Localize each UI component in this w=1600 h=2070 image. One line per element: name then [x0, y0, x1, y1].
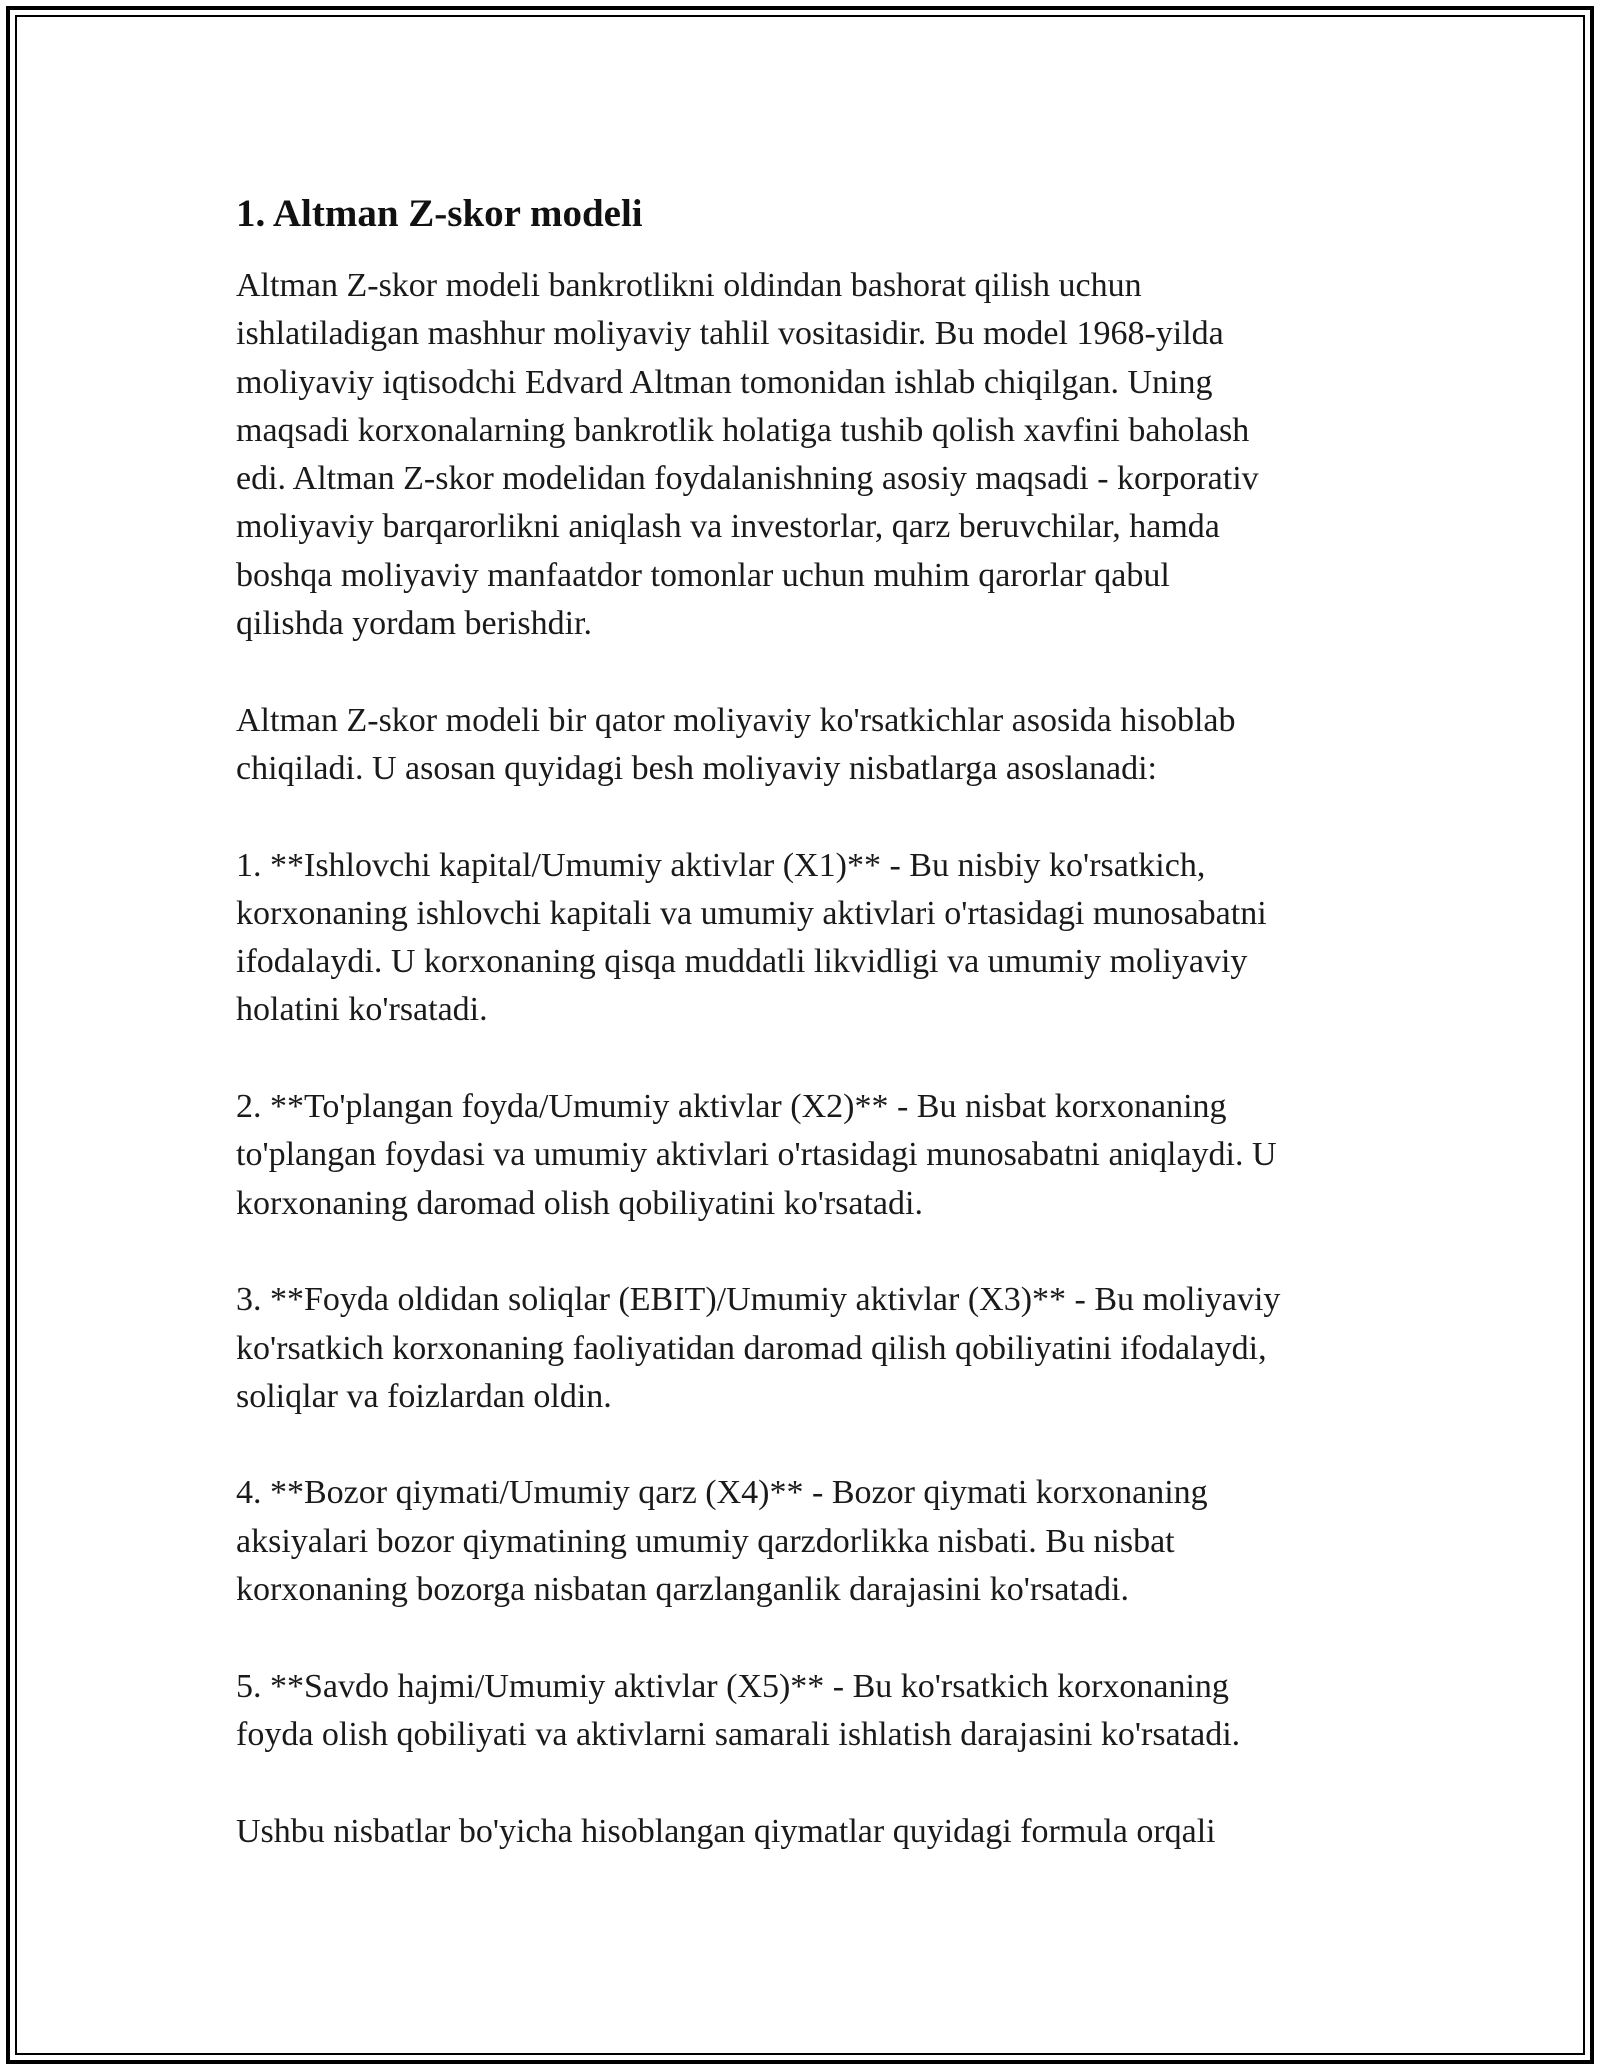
- list-item-x3: [236, 1276, 1416, 1421]
- list-item-x2: [236, 1083, 1416, 1228]
- text-line: moliyaviy iqtisodchi Edvard Altman tomonidan ishlab chiqilgan. Uning: [236, 363, 1213, 401]
- text-line: holatini ko'rsatadi.: [236, 991, 488, 1029]
- text-line: 4. **Bozor qiymati/Umumiy qarz (X4)** - Bozor qiymati korxonaning: [236, 1474, 1208, 1512]
- text-line: boshqa moliyaviy manfaatdor tomonlar uchun muhim qarorlar qabul: [236, 556, 1170, 594]
- section-heading: 1. Altman Z-skor modeli: [236, 192, 643, 235]
- text-line: soliqlar va foizlardan oldin.: [236, 1377, 612, 1415]
- text-line: maqsadi korxonalarning bankrotlik holatiga tushib qolish xavfini baholash: [236, 411, 1250, 449]
- list-item-x4: [236, 1469, 1416, 1614]
- list-item-x5: [236, 1663, 1416, 1760]
- text-line: 3. **Foyda oldidan soliqlar (EBIT)/Umumiy aktivlar (X3)** - Bu moliyaviy: [236, 1281, 1281, 1319]
- text-line: Altman Z-skor modeli bir qator moliyaviy ko'rsatkichlar asosida hisoblab: [236, 701, 1236, 739]
- text-line: aksiyalari bozor qiymatining umumiy qarzdorlikka nisbati. Bu nisbat: [236, 1522, 1175, 1560]
- text-line: 1. **Ishlovchi kapital/Umumiy aktivlar (X1)** - Bu nisbiy ko'rsatkich,: [236, 846, 1206, 884]
- text-line: to'plangan foydasi va umumiy aktivlari o'rtasidagi munosabatni aniqlaydi. U: [236, 1136, 1277, 1174]
- text-line: korxonaning daromad olish qobiliyatini ko'rsatadi.: [236, 1184, 923, 1222]
- text-line: ko'rsatkich korxonaning faoliyatidan daromad qilish qobiliyatini ifodalaydi,: [236, 1329, 1267, 1367]
- text-line: edi. Altman Z-skor modelidan foydalanishning asosiy maqsadi - korporativ: [236, 460, 1259, 498]
- text-line: korxonaning ishlovchi kapitali va umumiy aktivlari o'rtasidagi munosabatni: [236, 894, 1267, 932]
- text-line: 5. **Savdo hajmi/Umumiy aktivlar (X5)** - Bu ko'rsatkich korxonaning: [236, 1667, 1229, 1705]
- text-line: korxonaning bozorga nisbatan qarzlanganlik darajasini ko'rsatadi.: [236, 1571, 1129, 1609]
- text-line: Ushbu nisbatlar bo'yicha hisoblangan qiymatlar quyidagi formula orqali: [236, 1812, 1216, 1850]
- paragraph-formula-lead: [236, 1808, 1416, 1856]
- paragraph-ratios-intro: [236, 697, 1416, 794]
- text-line: foyda olish qobiliyati va aktivlarni samarali ishlatish darajasini ko'rsatadi.: [236, 1715, 1241, 1753]
- text-line: ifodalaydi. U korxonaning qisqa muddatli likvidligi va umumiy moliyaviy: [236, 943, 1248, 981]
- text-line: moliyaviy barqarorlikni aniqlash va investorlar, qarz beruvchilar, hamda: [236, 508, 1220, 546]
- text-line: chiqiladi. U asosan quyidagi besh moliyaviy nisbatlarga asoslanadi:: [236, 749, 1157, 787]
- document-body: [236, 186, 1416, 1904]
- list-item-x1: [236, 842, 1416, 1035]
- text-line: qilishda yordam berishdir.: [236, 605, 593, 643]
- paragraph-intro: [236, 262, 1416, 648]
- text-line: Altman Z-skor modeli bankrotlikni oldindan bashorat qilish uchun: [236, 267, 1142, 304]
- text-line: 2. **To'plangan foyda/Umumiy aktivlar (X2)** - Bu nisbat korxonaning: [236, 1088, 1227, 1126]
- text-line: ishlatiladigan mashhur moliyaviy tahlil vositasidir. Bu model 1968-yilda: [236, 315, 1224, 353]
